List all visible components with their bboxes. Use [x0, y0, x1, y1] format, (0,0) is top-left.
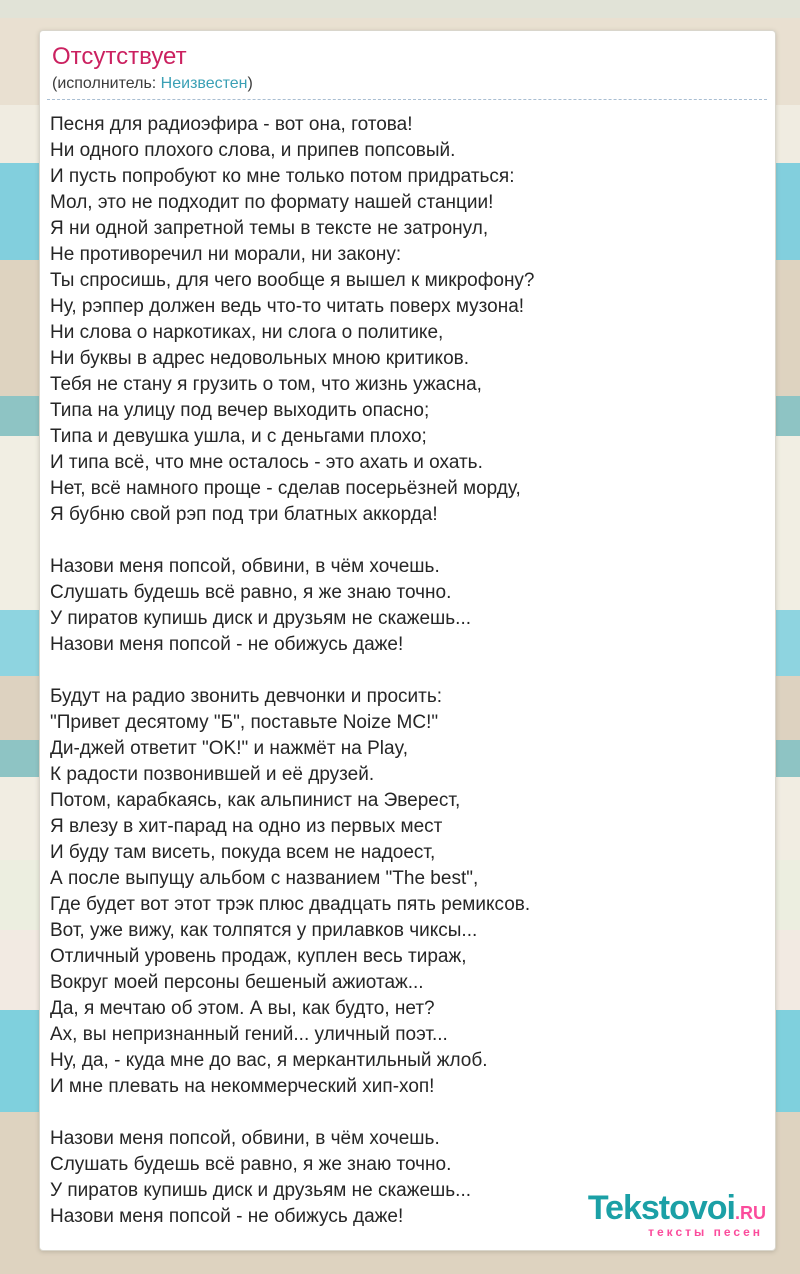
- lyric-line: Я ни одной запретной темы в тексте не затронул,: [50, 217, 489, 239]
- lyric-line: К радости позвонившей и её друзей.: [50, 763, 375, 785]
- lyrics: [50, 112, 767, 1230]
- dashed-separator: [47, 99, 767, 100]
- lyric-line: Ах, вы непризнанный гений... уличный поэт...: [50, 1023, 448, 1045]
- lyric-line: Песня для радиоэфира - вот она, готова!: [50, 113, 413, 135]
- content-card: [39, 30, 776, 1251]
- lyric-line: [50, 1100, 767, 1126]
- artist-label-suffix: ): [247, 74, 253, 92]
- lyric-line: Ты спросишь, для чего вообще я вышел к микрофону?: [50, 269, 535, 291]
- site-logo-tld: .RU: [735, 1203, 766, 1223]
- lyric-line: Ни буквы в адрес недовольных мною критиков.: [50, 347, 470, 369]
- lyric-line: Слушать будешь всё равно, я же знаю точно.: [50, 1153, 452, 1175]
- lyric-line: Типа на улицу под вечер выходить опасно;: [50, 399, 430, 421]
- lyric-line: У пиратов купишь диск и друзьям не скажешь...: [50, 607, 471, 629]
- artist-label-prefix: (исполнитель:: [52, 74, 161, 92]
- lyric-line: Назови меня попсой, обвини, в чём хочешь.: [50, 1127, 440, 1149]
- lyric-line: Ни слова о наркотиках, ни слога о политике,: [50, 321, 444, 343]
- lyric-line: Назови меня попсой - не обижусь даже!: [50, 633, 404, 655]
- lyric-line: Отличный уровень продаж, куплен весь тираж,: [50, 945, 467, 967]
- artist-link[interactable]: Неизвестен: [160, 74, 248, 92]
- lyric-line: Мол, это не подходит по формату нашей станции!: [50, 191, 494, 213]
- lyric-line: [50, 658, 767, 684]
- lyric-line: И буду там висеть, покуда всем не надоест,: [50, 841, 436, 863]
- lyric-line: Потом, карабкаясь, как альпинист на Эверест,: [50, 789, 461, 811]
- lyric-line: Ну, да, - куда мне до вас, я меркантильный жлоб.: [50, 1049, 488, 1071]
- lyric-line: Ну, рэппер должен ведь что-то читать поверх музона!: [50, 295, 525, 317]
- lyric-line: А после выпущу альбом с названием "The best",: [50, 867, 479, 889]
- lyric-line: Не противоречил ни морали, ни закону:: [50, 243, 402, 265]
- lyric-line: Назови меня попсой, обвини, в чём хочешь.: [50, 555, 440, 577]
- lyric-line: Ни одного плохого слова, и припев попсовый.: [50, 139, 456, 161]
- lyric-line: Назови меня попсой - не обижусь даже!: [50, 1205, 404, 1227]
- artist-line: [52, 74, 767, 93]
- lyric-line: И мне плевать на некоммерческий хип-хоп!: [50, 1075, 435, 1097]
- lyric-line: Где будет вот этот трэк плюс двадцать пять ремиксов.: [50, 893, 531, 915]
- lyric-line: Слушать будешь всё равно, я же знаю точно.: [50, 581, 452, 603]
- site-logo-tagline: тексты песен: [648, 1225, 763, 1239]
- lyric-line: У пиратов купишь диск и друзьям не скажешь...: [50, 1179, 471, 1201]
- lyric-line: Я влезу в хит-парад на одно из первых мест: [50, 815, 443, 837]
- site-logo-main: Tekstovoi: [587, 1189, 735, 1227]
- lyric-line: Вот, уже вижу, как толпятся у прилавков чиксы...: [50, 919, 478, 941]
- lyric-line: Я бубню свой рэп под три блатных аккорда!: [50, 503, 438, 525]
- lyric-line: [50, 528, 767, 554]
- lyric-line: Типа и девушка ушла, и с деньгами плохо;: [50, 425, 427, 447]
- lyric-line: И типа всё, что мне осталось - это ахать и охать.: [50, 451, 483, 473]
- lyric-line: Вокруг моей персоны бешеный ажиотаж...: [50, 971, 424, 993]
- lyric-line: И пусть попробуют ко мне только потом придраться:: [50, 165, 515, 187]
- site-logo[interactable]: [588, 1191, 766, 1238]
- lyric-line: Да, я мечтаю об этом. А вы, как будто, нет?: [50, 997, 435, 1019]
- lyric-line: Будут на радио звонить девчонки и просить:: [50, 685, 443, 707]
- lyric-line: "Привет десятому "Б", поставьте Noize MC!": [50, 711, 439, 733]
- lyric-line: Нет, всё намного проще - сделав посерьёзней морду,: [50, 477, 521, 499]
- song-title: Отсутствует: [52, 43, 187, 70]
- lyric-line: Тебя не стану я грузить о том, что жизнь ужасна,: [50, 373, 482, 395]
- lyric-line: Ди-джей ответит "OK!" и нажмёт на Play,: [50, 737, 408, 759]
